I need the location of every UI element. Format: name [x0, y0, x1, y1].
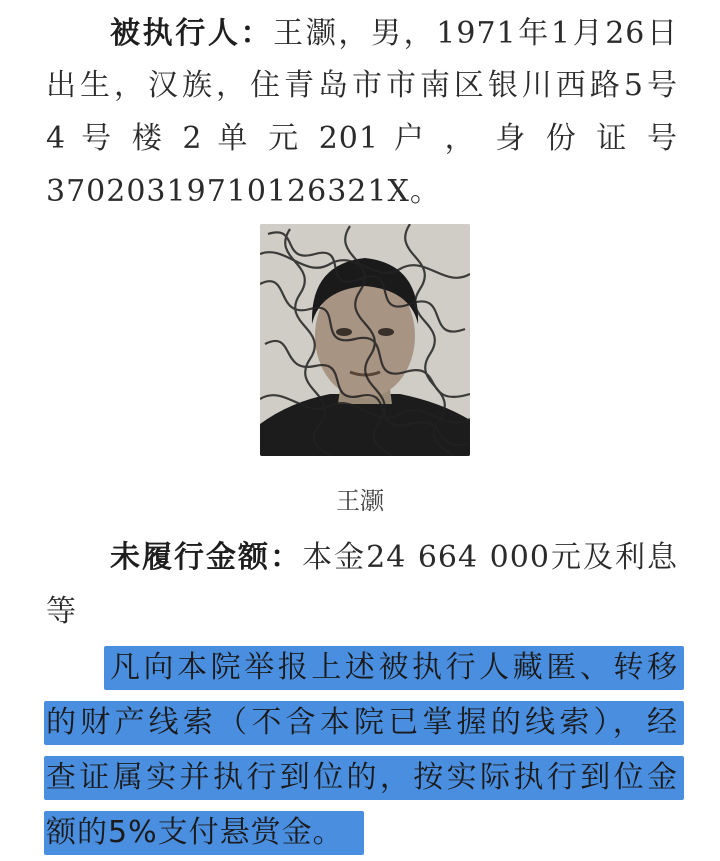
amount-line-1 — [110, 538, 678, 578]
debtor-name-gender-birth: 王灏，男，1971年1月26日 — [273, 16, 679, 51]
amount-label: 未履行金额： — [110, 540, 303, 575]
debtor-portrait-image — [260, 224, 470, 456]
debtor-label: 被执行人： — [110, 16, 274, 51]
reward-line-2: 的财产线索（不含本院已掌握的线索），经 — [46, 705, 678, 740]
debtor-photo — [260, 224, 470, 456]
debtor-id-number: 37020319710126321X。 — [46, 174, 441, 209]
debtor-line-3: 4 号 楼 2 单 元 201 户 ， 身 份 证 号 — [46, 121, 678, 156]
photo-caption: 王灏 — [336, 487, 384, 515]
amount-line-2: 等 — [46, 594, 77, 629]
reward-line-4: 额的5%支付悬赏金。 — [46, 815, 344, 850]
debtor-line-1 — [110, 14, 678, 54]
reward-line-3: 查证属实并执行到位的，按实际执行到位金 — [46, 760, 678, 795]
reward-line-1: 凡向本院举报上述被执行人藏匿、转移 — [110, 650, 678, 685]
debtor-line-2: 出生，汉族，住青岛市市南区银川西路5号 — [46, 68, 678, 103]
amount-value: 本金24 664 000元及利息 — [302, 540, 678, 575]
